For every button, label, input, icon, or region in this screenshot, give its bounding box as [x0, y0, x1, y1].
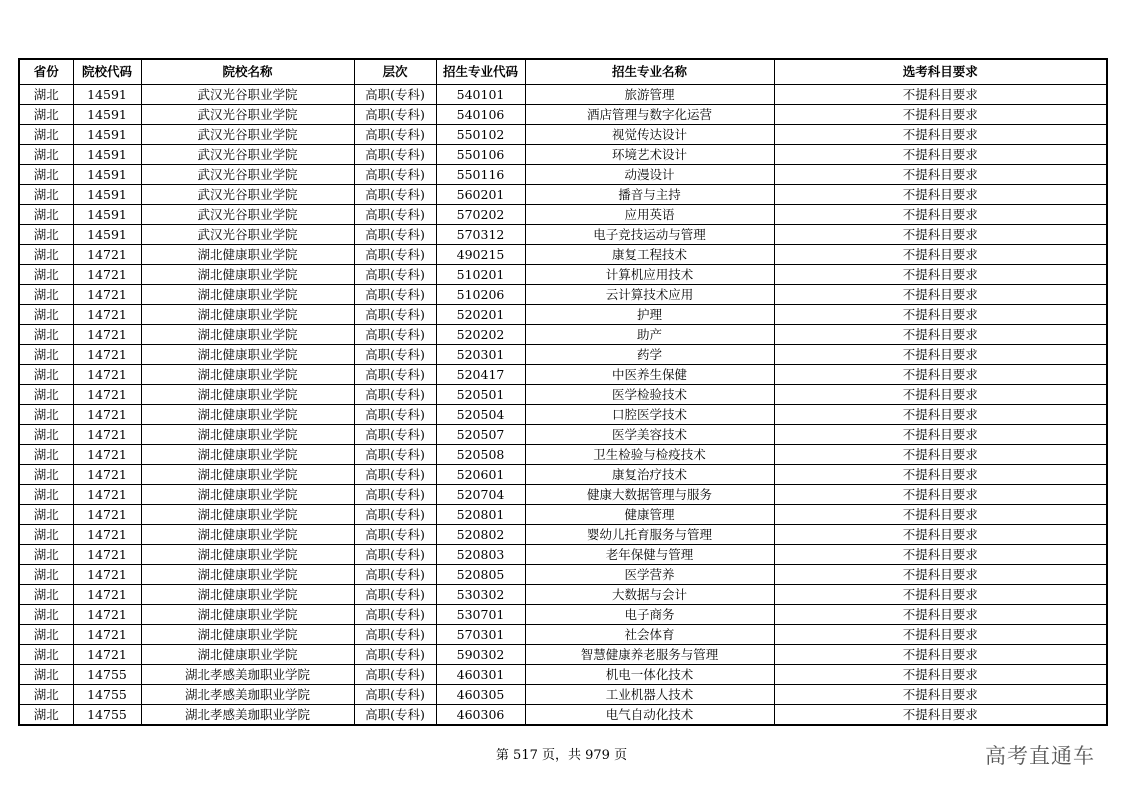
- cell-school-code: 14721: [73, 625, 141, 645]
- cell-subject-requirement: 不提科目要求: [774, 645, 1107, 665]
- cell-major-code: 550116: [436, 165, 525, 185]
- cell-level: 高职(专科): [354, 165, 436, 185]
- table-row: [19, 245, 1107, 265]
- cell-major-name: 大数据与会计: [525, 585, 774, 605]
- cell-level: 高职(专科): [354, 205, 436, 225]
- table-row: [19, 205, 1107, 225]
- cell-level: 高职(专科): [354, 285, 436, 305]
- cell-major-code: 510206: [436, 285, 525, 305]
- cell-school-name: 湖北孝感美珈职业学院: [141, 685, 354, 705]
- cell-school-code: 14721: [73, 345, 141, 365]
- cell-school-name: 湖北健康职业学院: [141, 405, 354, 425]
- cell-province: 湖北: [19, 525, 73, 545]
- cell-school-name: 湖北健康职业学院: [141, 265, 354, 285]
- cell-major-name: 旅游管理: [525, 85, 774, 105]
- cell-subject-requirement: 不提科目要求: [774, 385, 1107, 405]
- header-school-code: 院校代码: [73, 59, 141, 85]
- cell-major-name: 工业机器人技术: [525, 685, 774, 705]
- cell-province: 湖北: [19, 385, 73, 405]
- cell-school-code: 14591: [73, 205, 141, 225]
- cell-level: 高职(专科): [354, 125, 436, 145]
- cell-level: 高职(专科): [354, 405, 436, 425]
- cell-school-name: 湖北健康职业学院: [141, 485, 354, 505]
- cell-province: 湖北: [19, 665, 73, 685]
- cell-school-code: 14591: [73, 85, 141, 105]
- cell-subject-requirement: 不提科目要求: [774, 225, 1107, 245]
- table-row: [19, 385, 1107, 405]
- table-row: [19, 185, 1107, 205]
- cell-subject-requirement: 不提科目要求: [774, 625, 1107, 645]
- cell-major-name: 社会体育: [525, 625, 774, 645]
- cell-school-code: 14721: [73, 325, 141, 345]
- cell-province: 湖北: [19, 165, 73, 185]
- cell-province: 湖北: [19, 285, 73, 305]
- table-row: [19, 545, 1107, 565]
- cell-level: 高职(专科): [354, 485, 436, 505]
- cell-subject-requirement: 不提科目要求: [774, 245, 1107, 265]
- table-row: [19, 125, 1107, 145]
- cell-subject-requirement: 不提科目要求: [774, 185, 1107, 205]
- cell-subject-requirement: 不提科目要求: [774, 125, 1107, 145]
- cell-school-name: 湖北健康职业学院: [141, 325, 354, 345]
- cell-province: 湖北: [19, 405, 73, 425]
- cell-province: 湖北: [19, 345, 73, 365]
- cell-school-code: 14721: [73, 585, 141, 605]
- cell-major-name: 老年保健与管理: [525, 545, 774, 565]
- cell-school-name: 湖北健康职业学院: [141, 345, 354, 365]
- table-row: [19, 505, 1107, 525]
- cell-school-name: 湖北健康职业学院: [141, 525, 354, 545]
- page-number: 第 517 页，共 979 页: [495, 748, 628, 763]
- cell-province: 湖北: [19, 185, 73, 205]
- cell-subject-requirement: 不提科目要求: [774, 705, 1107, 726]
- cell-major-name: 健康管理: [525, 505, 774, 525]
- table-row: [19, 145, 1107, 165]
- header-major-code: 招生专业代码: [436, 59, 525, 85]
- cell-school-name: 武汉光谷职业学院: [141, 105, 354, 125]
- cell-major-name: 电子竞技运动与管理: [525, 225, 774, 245]
- table-row: [19, 445, 1107, 465]
- cell-province: 湖北: [19, 445, 73, 465]
- cell-level: 高职(专科): [354, 185, 436, 205]
- cell-major-code: 550102: [436, 125, 525, 145]
- cell-subject-requirement: 不提科目要求: [774, 605, 1107, 625]
- cell-subject-requirement: 不提科目要求: [774, 585, 1107, 605]
- table-row: [19, 285, 1107, 305]
- cell-major-name: 医学美容技术: [525, 425, 774, 445]
- cell-major-name: 播音与主持: [525, 185, 774, 205]
- cell-school-name: 湖北孝感美珈职业学院: [141, 705, 354, 726]
- cell-major-name: 环境艺术设计: [525, 145, 774, 165]
- cell-school-code: 14721: [73, 385, 141, 405]
- cell-major-code: 520802: [436, 525, 525, 545]
- cell-province: 湖北: [19, 325, 73, 345]
- cell-school-name: 湖北孝感美珈职业学院: [141, 665, 354, 685]
- cell-major-name: 电气自动化技术: [525, 705, 774, 726]
- table-row: [19, 405, 1107, 425]
- cell-province: 湖北: [19, 645, 73, 665]
- header-school-name: 院校名称: [141, 59, 354, 85]
- cell-school-code: 14721: [73, 445, 141, 465]
- cell-major-code: 520504: [436, 405, 525, 425]
- cell-level: 高职(专科): [354, 265, 436, 285]
- cell-level: 高职(专科): [354, 325, 436, 345]
- cell-major-code: 460306: [436, 705, 525, 726]
- cell-major-code: 520301: [436, 345, 525, 365]
- cell-province: 湖北: [19, 305, 73, 325]
- table-row: [19, 485, 1107, 505]
- cell-province: 湖北: [19, 245, 73, 265]
- cell-level: 高职(专科): [354, 365, 436, 385]
- cell-major-name: 计算机应用技术: [525, 265, 774, 285]
- cell-major-code: 570312: [436, 225, 525, 245]
- cell-major-code: 520417: [436, 365, 525, 385]
- cell-major-name: 护理: [525, 305, 774, 325]
- cell-major-name: 电子商务: [525, 605, 774, 625]
- cell-level: 高职(专科): [354, 705, 436, 726]
- table-row: [19, 265, 1107, 285]
- cell-major-name: 酒店管理与数字化运营: [525, 105, 774, 125]
- cell-level: 高职(专科): [354, 445, 436, 465]
- cell-subject-requirement: 不提科目要求: [774, 365, 1107, 385]
- cell-school-code: 14721: [73, 545, 141, 565]
- cell-major-name: 药学: [525, 345, 774, 365]
- table-row: [19, 465, 1107, 485]
- cell-school-name: 武汉光谷职业学院: [141, 125, 354, 145]
- cell-major-code: 570202: [436, 205, 525, 225]
- table-row: [19, 345, 1107, 365]
- cell-school-code: 14591: [73, 125, 141, 145]
- cell-province: 湖北: [19, 225, 73, 245]
- cell-school-code: 14721: [73, 245, 141, 265]
- cell-level: 高职(专科): [354, 385, 436, 405]
- cell-major-code: 550106: [436, 145, 525, 165]
- cell-school-name: 武汉光谷职业学院: [141, 85, 354, 105]
- cell-major-name: 中医养生保健: [525, 365, 774, 385]
- cell-subject-requirement: 不提科目要求: [774, 105, 1107, 125]
- cell-subject-requirement: 不提科目要求: [774, 565, 1107, 585]
- table-row: [19, 225, 1107, 245]
- cell-major-code: 520801: [436, 505, 525, 525]
- cell-school-name: 武汉光谷职业学院: [141, 185, 354, 205]
- cell-subject-requirement: 不提科目要求: [774, 305, 1107, 325]
- cell-school-name: 湖北健康职业学院: [141, 465, 354, 485]
- cell-major-code: 520704: [436, 485, 525, 505]
- cell-school-name: 湖北健康职业学院: [141, 365, 354, 385]
- cell-subject-requirement: 不提科目要求: [774, 205, 1107, 225]
- cell-level: 高职(专科): [354, 565, 436, 585]
- cell-province: 湖北: [19, 105, 73, 125]
- cell-major-code: 520201: [436, 305, 525, 325]
- cell-school-code: 14591: [73, 145, 141, 165]
- cell-major-name: 助产: [525, 325, 774, 345]
- cell-school-code: 14721: [73, 505, 141, 525]
- admissions-table: [18, 58, 1108, 726]
- cell-subject-requirement: 不提科目要求: [774, 265, 1107, 285]
- cell-province: 湖北: [19, 365, 73, 385]
- cell-subject-requirement: 不提科目要求: [774, 145, 1107, 165]
- cell-school-code: 14591: [73, 185, 141, 205]
- cell-major-code: 490215: [436, 245, 525, 265]
- cell-school-code: 14721: [73, 405, 141, 425]
- cell-school-code: 14721: [73, 365, 141, 385]
- cell-major-code: 520601: [436, 465, 525, 485]
- cell-major-name: 机电一体化技术: [525, 665, 774, 685]
- cell-level: 高职(专科): [354, 685, 436, 705]
- table-row: [19, 525, 1107, 545]
- cell-major-code: 530302: [436, 585, 525, 605]
- cell-school-name: 湖北健康职业学院: [141, 445, 354, 465]
- cell-major-name: 动漫设计: [525, 165, 774, 185]
- cell-subject-requirement: 不提科目要求: [774, 525, 1107, 545]
- cell-school-code: 14755: [73, 665, 141, 685]
- cell-province: 湖北: [19, 425, 73, 445]
- cell-level: 高职(专科): [354, 425, 436, 445]
- cell-school-name: 湖北健康职业学院: [141, 285, 354, 305]
- table-row: [19, 425, 1107, 445]
- cell-school-name: 湖北健康职业学院: [141, 505, 354, 525]
- cell-major-code: 540106: [436, 105, 525, 125]
- table-row: [19, 705, 1107, 726]
- cell-level: 高职(专科): [354, 505, 436, 525]
- cell-major-name: 医学检验技术: [525, 385, 774, 405]
- cell-school-code: 14721: [73, 425, 141, 445]
- cell-school-name: 湖北健康职业学院: [141, 585, 354, 605]
- cell-level: 高职(专科): [354, 545, 436, 565]
- cell-subject-requirement: 不提科目要求: [774, 325, 1107, 345]
- cell-level: 高职(专科): [354, 105, 436, 125]
- cell-major-name: 康复工程技术: [525, 245, 774, 265]
- cell-major-code: 510201: [436, 265, 525, 285]
- table-row: [19, 85, 1107, 105]
- table-row: [19, 565, 1107, 585]
- cell-level: 高职(专科): [354, 605, 436, 625]
- cell-school-code: 14721: [73, 565, 141, 585]
- brand-watermark: 高考直通车: [985, 744, 1095, 768]
- cell-level: 高职(专科): [354, 305, 436, 325]
- cell-level: 高职(专科): [354, 465, 436, 485]
- cell-province: 湖北: [19, 465, 73, 485]
- cell-province: 湖北: [19, 625, 73, 645]
- cell-major-code: 460301: [436, 665, 525, 685]
- cell-province: 湖北: [19, 265, 73, 285]
- table-row: [19, 325, 1107, 345]
- cell-major-name: 卫生检验与检疫技术: [525, 445, 774, 465]
- cell-province: 湖北: [19, 85, 73, 105]
- cell-major-name: 康复治疗技术: [525, 465, 774, 485]
- cell-subject-requirement: 不提科目要求: [774, 405, 1107, 425]
- cell-subject-requirement: 不提科目要求: [774, 425, 1107, 445]
- cell-school-name: 湖北健康职业学院: [141, 425, 354, 445]
- cell-level: 高职(专科): [354, 225, 436, 245]
- cell-subject-requirement: 不提科目要求: [774, 485, 1107, 505]
- cell-school-code: 14721: [73, 465, 141, 485]
- cell-province: 湖北: [19, 545, 73, 565]
- cell-major-name: 云计算技术应用: [525, 285, 774, 305]
- cell-major-code: 520507: [436, 425, 525, 445]
- cell-level: 高职(专科): [354, 145, 436, 165]
- cell-school-name: 武汉光谷职业学院: [141, 205, 354, 225]
- cell-major-code: 520508: [436, 445, 525, 465]
- cell-province: 湖北: [19, 205, 73, 225]
- cell-major-code: 520202: [436, 325, 525, 345]
- cell-major-code: 560201: [436, 185, 525, 205]
- cell-school-code: 14755: [73, 685, 141, 705]
- cell-school-name: 湖北健康职业学院: [141, 605, 354, 625]
- cell-level: 高职(专科): [354, 585, 436, 605]
- cell-subject-requirement: 不提科目要求: [774, 85, 1107, 105]
- table-row: [19, 365, 1107, 385]
- cell-school-code: 14721: [73, 265, 141, 285]
- cell-school-code: 14721: [73, 605, 141, 625]
- cell-major-name: 智慧健康养老服务与管理: [525, 645, 774, 665]
- cell-school-code: 14755: [73, 705, 141, 726]
- cell-school-name: 湖北健康职业学院: [141, 545, 354, 565]
- cell-school-code: 14591: [73, 105, 141, 125]
- cell-school-name: 湖北健康职业学院: [141, 305, 354, 325]
- cell-major-name: 应用英语: [525, 205, 774, 225]
- cell-subject-requirement: 不提科目要求: [774, 345, 1107, 365]
- cell-subject-requirement: 不提科目要求: [774, 465, 1107, 485]
- cell-school-code: 14721: [73, 525, 141, 545]
- table-row: [19, 645, 1107, 665]
- cell-major-code: 590302: [436, 645, 525, 665]
- cell-school-code: 14591: [73, 165, 141, 185]
- cell-province: 湖北: [19, 705, 73, 726]
- cell-province: 湖北: [19, 485, 73, 505]
- cell-major-name: 婴幼儿托育服务与管理: [525, 525, 774, 545]
- cell-school-name: 湖北健康职业学院: [141, 625, 354, 645]
- cell-level: 高职(专科): [354, 345, 436, 365]
- cell-level: 高职(专科): [354, 85, 436, 105]
- cell-province: 湖北: [19, 565, 73, 585]
- cell-school-name: 湖北健康职业学院: [141, 245, 354, 265]
- cell-school-name: 湖北健康职业学院: [141, 565, 354, 585]
- table-row: [19, 685, 1107, 705]
- cell-level: 高职(专科): [354, 525, 436, 545]
- cell-school-code: 14721: [73, 305, 141, 325]
- cell-province: 湖北: [19, 585, 73, 605]
- header-major-name: 招生专业名称: [525, 59, 774, 85]
- cell-subject-requirement: 不提科目要求: [774, 285, 1107, 305]
- cell-school-code: 14591: [73, 225, 141, 245]
- header-level: 层次: [354, 59, 436, 85]
- cell-level: 高职(专科): [354, 625, 436, 645]
- cell-province: 湖北: [19, 505, 73, 525]
- table-row: [19, 625, 1107, 645]
- cell-major-code: 540101: [436, 85, 525, 105]
- cell-major-name: 健康大数据管理与服务: [525, 485, 774, 505]
- table-row: [19, 585, 1107, 605]
- cell-subject-requirement: 不提科目要求: [774, 685, 1107, 705]
- cell-level: 高职(专科): [354, 665, 436, 685]
- cell-province: 湖北: [19, 605, 73, 625]
- cell-major-code: 520803: [436, 545, 525, 565]
- cell-major-code: 530701: [436, 605, 525, 625]
- cell-subject-requirement: 不提科目要求: [774, 665, 1107, 685]
- table-body: [19, 85, 1107, 726]
- cell-major-code: 460305: [436, 685, 525, 705]
- table-header-row: [19, 59, 1107, 85]
- cell-province: 湖北: [19, 685, 73, 705]
- cell-school-name: 武汉光谷职业学院: [141, 225, 354, 245]
- cell-major-code: 570301: [436, 625, 525, 645]
- cell-major-code: 520805: [436, 565, 525, 585]
- cell-province: 湖北: [19, 145, 73, 165]
- cell-major-name: 医学营养: [525, 565, 774, 585]
- cell-level: 高职(专科): [354, 245, 436, 265]
- cell-subject-requirement: 不提科目要求: [774, 165, 1107, 185]
- cell-school-code: 14721: [73, 645, 141, 665]
- cell-school-code: 14721: [73, 485, 141, 505]
- cell-major-name: 视觉传达设计: [525, 125, 774, 145]
- cell-major-name: 口腔医学技术: [525, 405, 774, 425]
- table-row: [19, 305, 1107, 325]
- cell-subject-requirement: 不提科目要求: [774, 445, 1107, 465]
- table-row: [19, 605, 1107, 625]
- cell-level: 高职(专科): [354, 645, 436, 665]
- cell-school-name: 湖北健康职业学院: [141, 645, 354, 665]
- cell-subject-requirement: 不提科目要求: [774, 505, 1107, 525]
- cell-school-code: 14721: [73, 285, 141, 305]
- cell-subject-requirement: 不提科目要求: [774, 545, 1107, 565]
- cell-major-code: 520501: [436, 385, 525, 405]
- cell-province: 湖北: [19, 125, 73, 145]
- header-subject-requirement: 选考科目要求: [774, 59, 1107, 85]
- cell-school-name: 武汉光谷职业学院: [141, 165, 354, 185]
- header-province: 省份: [19, 59, 73, 85]
- table-row: [19, 105, 1107, 125]
- cell-school-name: 湖北健康职业学院: [141, 385, 354, 405]
- cell-school-name: 武汉光谷职业学院: [141, 145, 354, 165]
- table-row: [19, 165, 1107, 185]
- table-row: [19, 665, 1107, 685]
